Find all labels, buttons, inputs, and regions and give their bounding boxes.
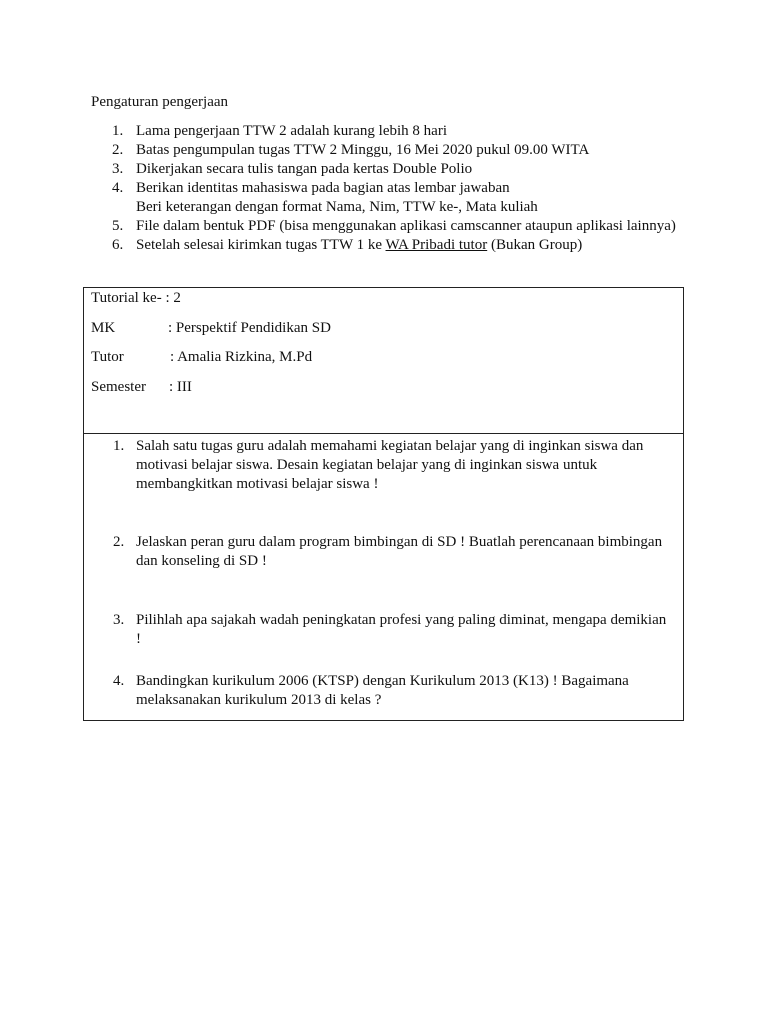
question-item xyxy=(113,672,673,710)
list-item-text-continuation: Beri keterangan dengan format Nama, Nim, TTW ke-, Mata kuliah xyxy=(136,199,538,215)
question-number: 3. xyxy=(113,612,125,628)
tutor-label: Tutor xyxy=(91,349,124,365)
list-item-number: 4. xyxy=(112,180,124,196)
list-item-text-end: (Bukan Group) xyxy=(487,237,583,253)
list-item-text: Batas pengumpulan tugas TTW 2 Minggu, 16 Mei 2020 pukul 09.00 WITA xyxy=(136,142,590,158)
question-number: 2. xyxy=(113,534,125,550)
wa-tutor-link[interactable]: WA Pribadi tutor xyxy=(385,237,488,253)
question-line: motivasi belajar siswa. Desain kegiatan belajar yang di inginkan siswa untuk xyxy=(136,457,598,473)
semester-row xyxy=(91,378,192,397)
question-line: Salah satu tugas guru adalah memahami kegiatan belajar yang di inginkan siswa dan xyxy=(136,438,644,454)
list-item xyxy=(112,141,712,160)
question-line: Bandingkan kurikulum 2006 (KTSP) dengan Kurikulum 2013 (K13) ! Bagaimana xyxy=(136,673,629,689)
question-line: membangkitkan motivasi belajar siswa ! xyxy=(136,476,379,492)
list-item xyxy=(112,217,712,236)
tutorial-label: Tutorial ke- : 2 xyxy=(91,290,181,306)
question-item xyxy=(113,533,673,571)
list-item-number: 1. xyxy=(112,123,124,139)
list-item-text: Dikerjakan secara tulis tangan pada kertas Double Polio xyxy=(136,161,473,177)
mk-value: : Perspektif Pendidikan SD xyxy=(168,320,331,336)
course-info-box xyxy=(83,287,684,434)
list-item xyxy=(112,236,712,255)
question-line: Pilihlah apa sajakah wadah peningkatan profesi yang paling diminat, mengapa demikian ! xyxy=(136,612,667,647)
list-item xyxy=(112,122,712,141)
list-item-number: 2. xyxy=(112,142,124,158)
list-item-text: Lama pengerjaan TTW 2 adalah kurang lebih 8 hari xyxy=(136,123,447,139)
mk-row xyxy=(91,319,331,338)
question-item xyxy=(113,611,673,649)
semester-value: : III xyxy=(169,379,192,395)
list-item-number: 3. xyxy=(112,161,124,177)
tutor-value: : Amalia Rizkina, M.Pd xyxy=(170,349,313,365)
question-item xyxy=(113,437,673,494)
questions-box xyxy=(83,434,684,721)
question-line: Jelaskan peran guru dalam program bimbingan di SD ! Buatlah perencanaan bimbingan xyxy=(136,534,663,550)
question-line: dan konseling di SD ! xyxy=(136,553,267,569)
list-item-number: 6. xyxy=(112,237,124,253)
list-item-text: Berikan identitas mahasiswa pada bagian atas lembar jawaban xyxy=(136,180,510,196)
question-number: 1. xyxy=(113,438,125,454)
list-item xyxy=(112,160,712,179)
list-item-text-start: Setelah selesai kirimkan tugas TTW 1 ke xyxy=(136,237,386,253)
tutorial-row xyxy=(91,289,181,308)
list-item-text xyxy=(136,236,712,255)
tutor-row xyxy=(91,348,313,367)
list-item-number: 5. xyxy=(112,218,124,234)
list-item xyxy=(112,179,712,217)
instructions-heading: Pengaturan pengerjaan xyxy=(91,94,229,110)
semester-label: Semester xyxy=(91,379,146,395)
question-number: 4. xyxy=(113,673,125,689)
list-item-text: File dalam bentuk PDF (bisa menggunakan aplikasi camscanner ataupun aplikasi lainnya) xyxy=(136,218,676,234)
instructions-list xyxy=(112,122,712,255)
question-line: melaksanakan kurikulum 2013 di kelas ? xyxy=(136,692,382,708)
mk-label: MK xyxy=(91,320,116,336)
